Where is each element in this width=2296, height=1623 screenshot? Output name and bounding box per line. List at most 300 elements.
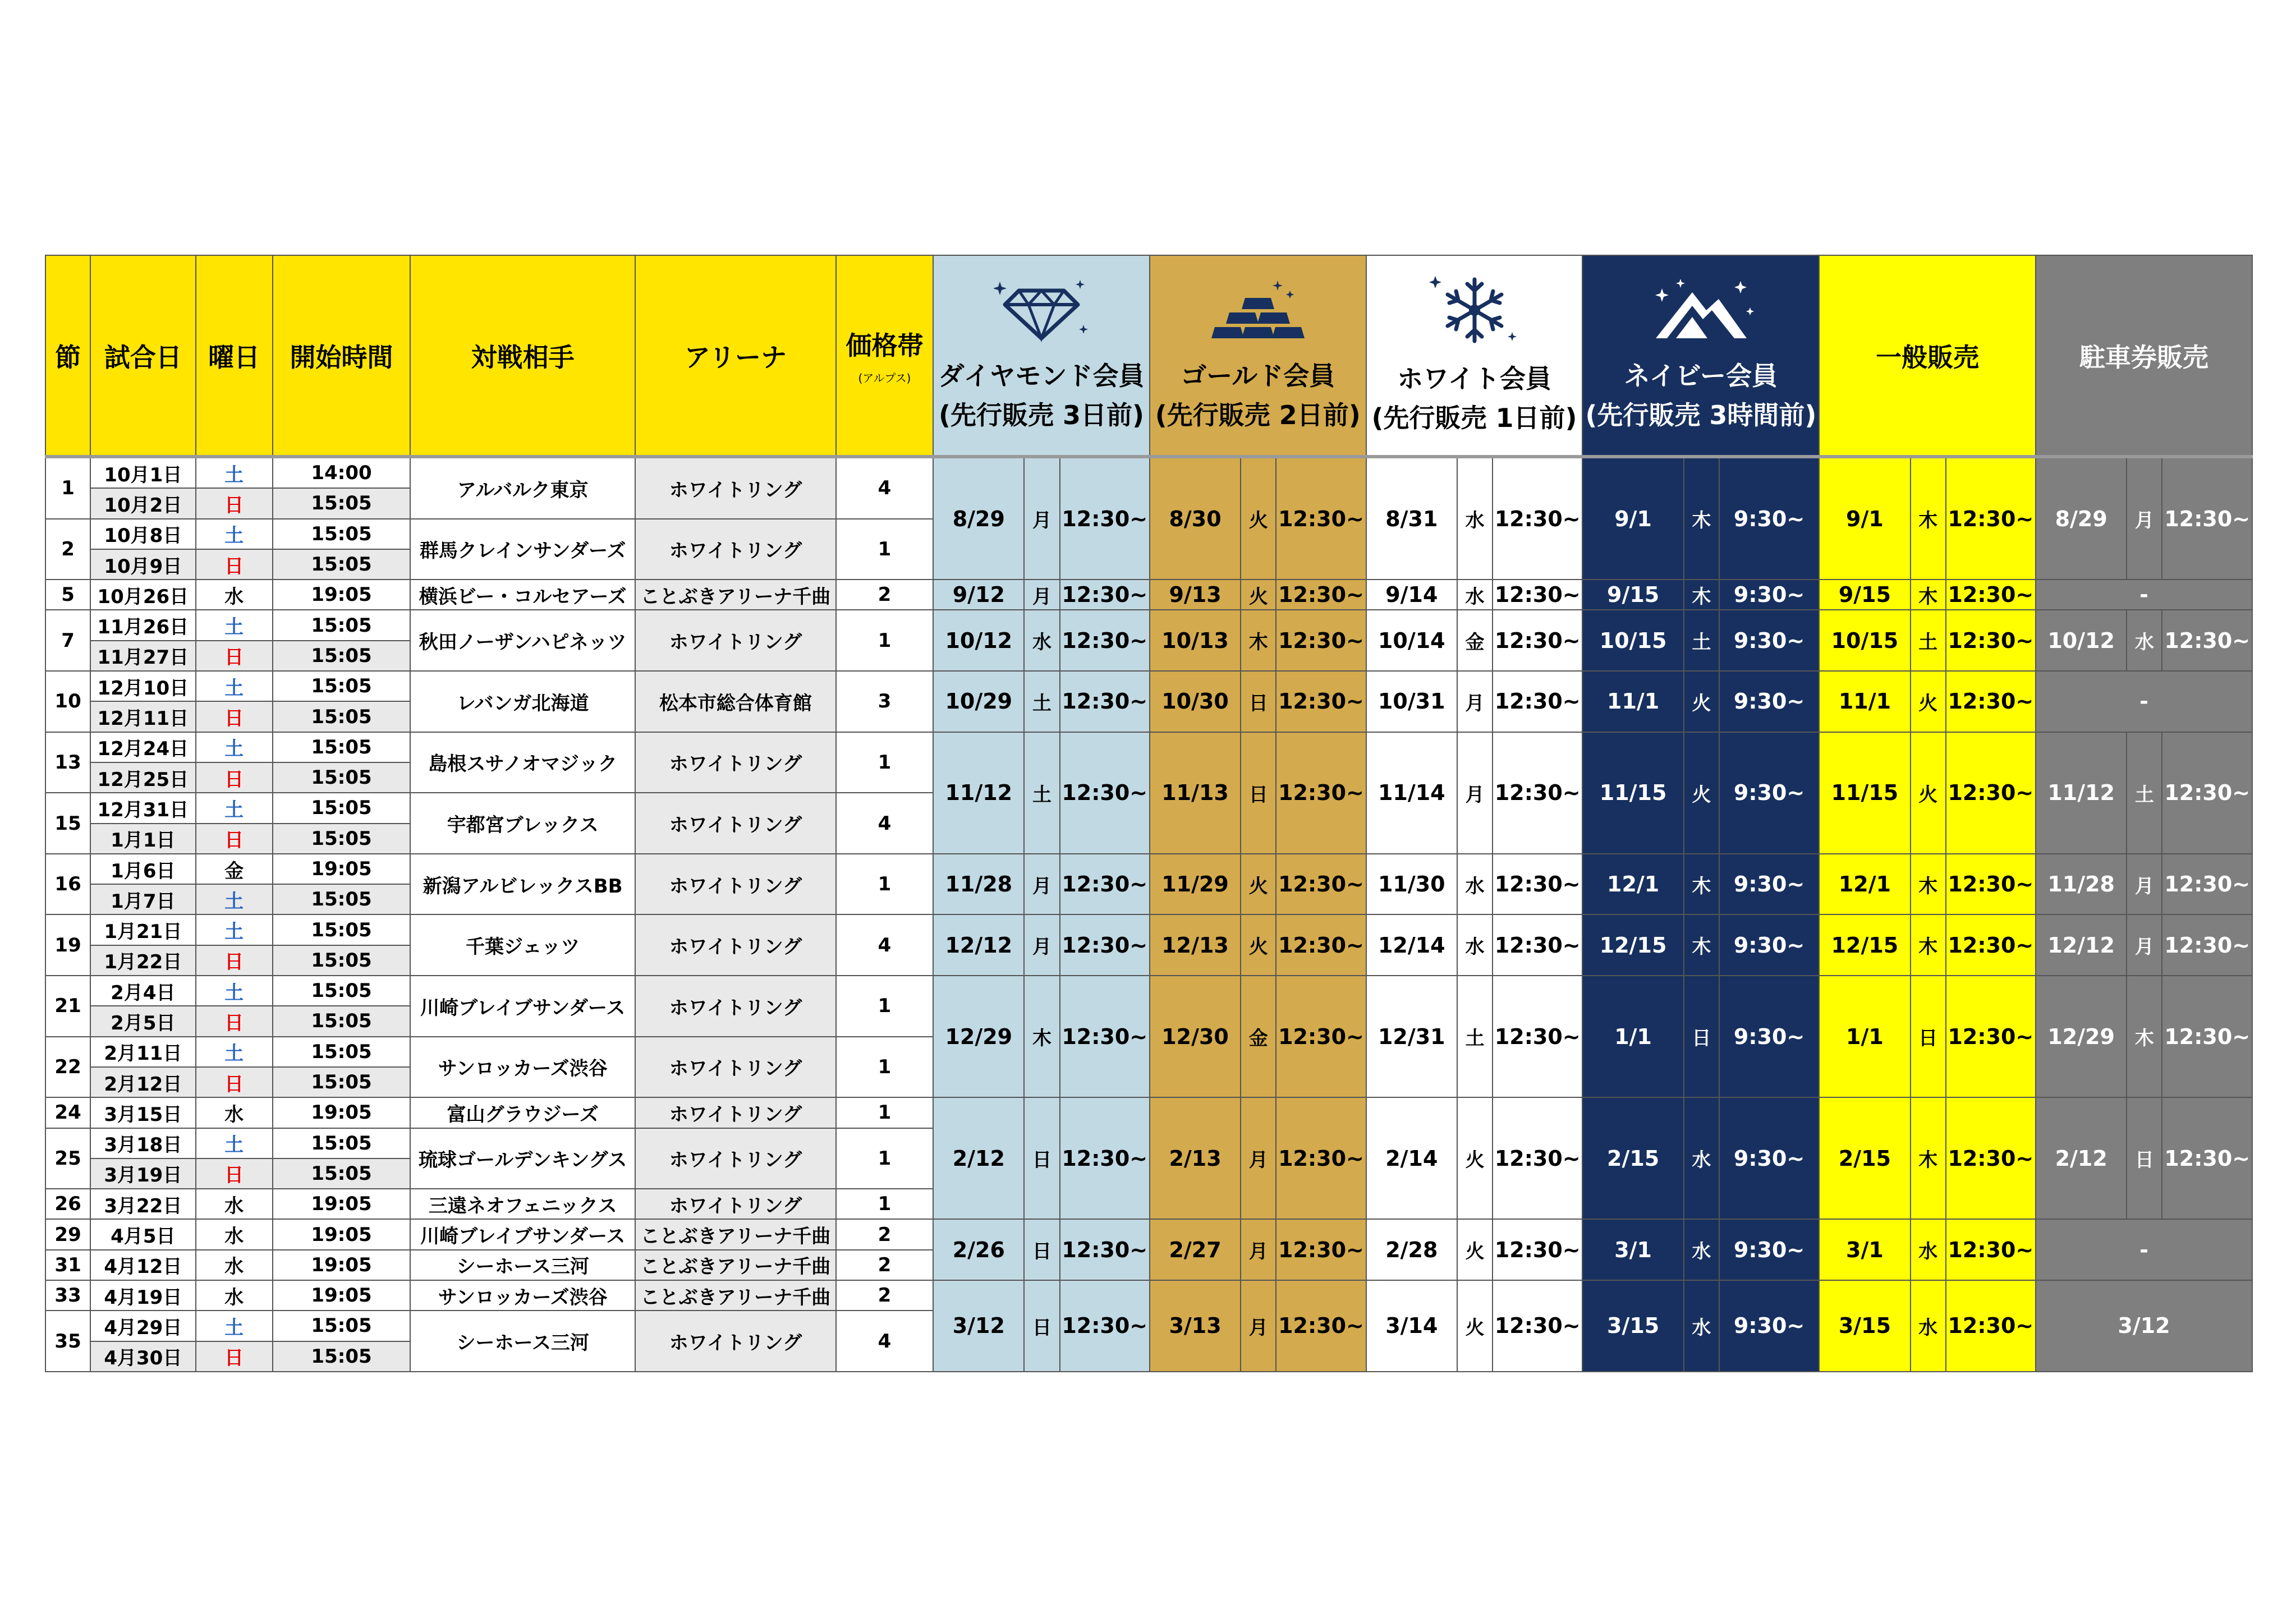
game-start-time: 14:00 <box>273 457 410 488</box>
game-start-time: 15:05 <box>273 701 410 732</box>
diamond-sale-weekday: 水 <box>1024 610 1059 671</box>
white-sale-weekday: 土 <box>1457 976 1493 1097</box>
game-opponent: 秋田ノーザンハピネッツ <box>410 610 635 671</box>
white-sale-weekday: 火 <box>1457 1280 1493 1372</box>
game-start-time: 15:05 <box>273 488 410 518</box>
navy-sale-time: 9:30~ <box>1719 1280 1819 1372</box>
white-sale-time: 12:30~ <box>1493 914 1582 976</box>
game-start-time: 15:05 <box>273 641 410 671</box>
navy-sale-weekday: 日 <box>1684 976 1719 1097</box>
game-date: 12月10日 <box>90 671 195 701</box>
navy-sale-time: 9:30~ <box>1719 580 1819 610</box>
diamond-icon <box>994 277 1089 344</box>
general-sale-date: 9/1 <box>1819 457 1910 580</box>
navy-sale-weekday: 木 <box>1684 854 1719 915</box>
general-sale-time: 12:30~ <box>1946 732 2036 854</box>
navy-sale-date: 3/15 <box>1582 1280 1683 1372</box>
diamond-sale-date: 8/29 <box>933 457 1024 580</box>
game-price-tier: 1 <box>836 976 933 1037</box>
general-sale-date: 11/1 <box>1819 671 1910 732</box>
table-row <box>45 854 2252 884</box>
navy-sale-time: 9:30~ <box>1719 976 1819 1097</box>
game-date: 4月30日 <box>90 1341 195 1372</box>
game-date: 2月12日 <box>90 1067 195 1097</box>
header-date <box>90 255 195 457</box>
white-sale-weekday: 火 <box>1457 1219 1493 1280</box>
game-day-of-week: 土 <box>196 1311 273 1341</box>
schedule-table <box>45 255 2253 1372</box>
white-sale-weekday: 月 <box>1457 671 1493 732</box>
navy-member-note: (先行販売 3時間前) <box>1585 399 1817 430</box>
game-start-time: 15:05 <box>273 824 410 854</box>
game-day-of-week: 土 <box>196 671 273 701</box>
diamond-sale-weekday: 月 <box>1024 914 1059 976</box>
navy-sale-weekday: 木 <box>1684 914 1719 976</box>
header-date-label: 試合日 <box>104 342 182 373</box>
general-sale-time: 12:30~ <box>1946 976 2036 1097</box>
game-start-time: 19:05 <box>273 580 410 610</box>
gold-sale-date: 10/30 <box>1150 671 1241 732</box>
diamond-sale-date: 12/12 <box>933 914 1024 976</box>
parking-sale-date: 12/12 <box>2036 914 2127 976</box>
game-day-of-week: 日 <box>196 1341 273 1372</box>
game-day-of-week: 土 <box>196 519 273 549</box>
white-sale-time: 12:30~ <box>1493 671 1582 732</box>
game-start-time: 15:05 <box>273 732 410 762</box>
game-arena: ホワイトリング <box>635 610 836 671</box>
game-start-time: 15:05 <box>273 1067 410 1097</box>
game-opponent: アルバルク東京 <box>410 457 635 519</box>
diamond-sale-weekday: 日 <box>1024 1097 1059 1219</box>
game-start-time: 15:05 <box>273 884 410 914</box>
diamond-sale-time: 12:30~ <box>1060 1097 1150 1219</box>
general-sale-date: 9/15 <box>1819 580 1910 610</box>
parking-sale-note: - <box>2036 580 2252 610</box>
table-row <box>45 1219 2252 1249</box>
game-sec: 15 <box>45 793 90 854</box>
game-price-tier: 2 <box>836 1219 933 1249</box>
game-date: 11月26日 <box>90 610 195 640</box>
diamond-sale-time: 12:30~ <box>1060 671 1150 732</box>
gold-sale-date: 12/13 <box>1150 914 1241 976</box>
parking-sale-time: 12:30~ <box>2162 610 2252 671</box>
game-day-of-week: 土 <box>196 976 273 1006</box>
game-arena: 松本市総合体育館 <box>635 671 836 732</box>
game-price-tier: 1 <box>836 1128 933 1189</box>
game-day-of-week: 日 <box>196 1158 273 1189</box>
general-sale-date: 3/1 <box>1819 1219 1910 1280</box>
game-arena: ホワイトリング <box>635 519 836 580</box>
header-price <box>836 255 933 457</box>
gold-sale-date: 2/27 <box>1150 1219 1241 1280</box>
game-day-of-week: 水 <box>196 1219 273 1249</box>
game-date: 3月15日 <box>90 1097 195 1128</box>
white-sale-weekday: 金 <box>1457 610 1493 671</box>
diamond-sale-time: 12:30~ <box>1060 854 1150 915</box>
diamond-sale-time: 12:30~ <box>1060 580 1150 610</box>
general-sale-weekday: 日 <box>1911 976 1946 1097</box>
gold-sale-weekday: 火 <box>1241 580 1276 610</box>
game-day-of-week: 土 <box>196 610 273 640</box>
parking-sale-note: 3/12 <box>2036 1280 2252 1372</box>
general-sale-weekday: 木 <box>1911 854 1946 915</box>
white-sale-time: 12:30~ <box>1493 976 1582 1097</box>
gold-sale-date: 11/29 <box>1150 854 1241 915</box>
white-sale-date: 8/31 <box>1366 457 1457 580</box>
game-arena: ことぶきアリーナ千曲 <box>635 1280 836 1311</box>
gold-sale-weekday: 月 <box>1241 1280 1276 1372</box>
diamond-sale-date: 3/12 <box>933 1280 1024 1372</box>
gold-bars-icon <box>1210 277 1306 344</box>
game-start-time: 15:05 <box>273 1006 410 1036</box>
navy-sale-time: 9:30~ <box>1719 732 1819 854</box>
game-date: 3月18日 <box>90 1128 195 1158</box>
white-sale-date: 2/28 <box>1366 1219 1457 1280</box>
game-start-time: 15:05 <box>273 671 410 701</box>
general-sale-date: 12/15 <box>1819 914 1910 976</box>
header-arena <box>635 255 836 457</box>
general-sale-time: 12:30~ <box>1946 580 2036 610</box>
parking-sale-time: 12:30~ <box>2162 457 2252 580</box>
diamond-sale-date: 2/12 <box>933 1097 1024 1219</box>
gold-sale-time: 12:30~ <box>1276 854 1366 915</box>
navy-sale-time: 9:30~ <box>1719 914 1819 976</box>
general-sale-weekday: 火 <box>1911 671 1946 732</box>
schedule-body <box>45 457 2252 1372</box>
gold-sale-date: 3/13 <box>1150 1280 1241 1372</box>
general-sale-weekday: 土 <box>1911 610 1946 671</box>
navy-sale-date: 9/1 <box>1582 457 1683 580</box>
white-sale-time: 12:30~ <box>1493 580 1582 610</box>
table-row <box>45 610 2252 640</box>
gold-sale-weekday: 月 <box>1241 1097 1276 1219</box>
game-price-tier: 1 <box>836 854 933 915</box>
game-opponent: 島根スサノオマジック <box>410 732 635 793</box>
general-sale-weekday: 木 <box>1911 914 1946 976</box>
game-opponent: サンロッカーズ渋谷 <box>410 1037 635 1098</box>
game-start-time: 15:05 <box>273 914 410 945</box>
gold-sale-weekday: 火 <box>1241 854 1276 915</box>
game-arena: ホワイトリング <box>635 1311 836 1372</box>
parking-sale-weekday: 月 <box>2127 914 2162 976</box>
white-sale-time: 12:30~ <box>1493 854 1582 915</box>
game-start-time: 15:05 <box>273 610 410 640</box>
game-date: 12月11日 <box>90 701 195 732</box>
navy-sale-weekday: 水 <box>1684 1097 1719 1219</box>
navy-sale-weekday: 木 <box>1684 457 1719 580</box>
white-sale-time: 12:30~ <box>1493 457 1582 580</box>
game-arena: ことぶきアリーナ千曲 <box>635 1219 836 1249</box>
diamond-sale-time: 12:30~ <box>1060 1219 1150 1280</box>
game-date: 4月19日 <box>90 1280 195 1311</box>
gold-sale-time: 12:30~ <box>1276 1219 1366 1280</box>
game-start-time: 15:05 <box>273 945 410 976</box>
diamond-sale-weekday: 土 <box>1024 732 1059 854</box>
general-sale-date: 1/1 <box>1819 976 1910 1097</box>
parking-sale-time: 12:30~ <box>2162 732 2252 854</box>
table-row <box>45 914 2252 945</box>
parking-sale-weekday: 水 <box>2127 610 2162 671</box>
header-row <box>45 255 2252 457</box>
general-sale-weekday: 水 <box>1911 1280 1946 1372</box>
game-date: 10月26日 <box>90 580 195 610</box>
game-opponent: シーホース三河 <box>410 1250 635 1280</box>
game-day-of-week: 水 <box>196 1097 273 1128</box>
game-day-of-week: 日 <box>196 641 273 671</box>
game-price-tier: 4 <box>836 914 933 976</box>
game-opponent: シーホース三河 <box>410 1311 635 1372</box>
game-opponent: 群馬クレインサンダーズ <box>410 519 635 580</box>
gold-sale-date: 12/30 <box>1150 976 1241 1097</box>
gold-sale-time: 12:30~ <box>1276 1097 1366 1219</box>
game-sec: 35 <box>45 1311 90 1372</box>
game-date: 1月6日 <box>90 854 195 884</box>
navy-sale-date: 12/1 <box>1582 854 1683 915</box>
game-day-of-week: 日 <box>196 549 273 580</box>
game-day-of-week: 日 <box>196 1006 273 1036</box>
white-sale-date: 10/31 <box>1366 671 1457 732</box>
game-date: 3月22日 <box>90 1189 195 1219</box>
header-opponent-label: 対戦相手 <box>471 342 575 373</box>
general-sale-weekday: 火 <box>1911 732 1946 854</box>
header-start <box>273 255 410 457</box>
game-day-of-week: 土 <box>196 1037 273 1067</box>
parking-sale-date: 12/29 <box>2036 976 2127 1097</box>
diamond-sale-date: 12/29 <box>933 976 1024 1097</box>
header-white <box>1366 255 1583 457</box>
header-navy <box>1582 255 1819 457</box>
game-arena: ホワイトリング <box>635 1097 836 1128</box>
game-day-of-week: 土 <box>196 457 273 488</box>
game-date: 4月5日 <box>90 1219 195 1249</box>
game-date: 12月24日 <box>90 732 195 762</box>
game-start-time: 19:05 <box>273 1219 410 1249</box>
game-date: 4月29日 <box>90 1311 195 1341</box>
white-sale-weekday: 火 <box>1457 1097 1493 1219</box>
white-sale-weekday: 水 <box>1457 854 1493 915</box>
game-sec: 22 <box>45 1037 90 1098</box>
game-start-time: 19:05 <box>273 1189 410 1219</box>
gold-sale-weekday: 金 <box>1241 976 1276 1097</box>
white-sale-time: 12:30~ <box>1493 732 1582 854</box>
game-opponent: 琉球ゴールデンキングス <box>410 1128 635 1189</box>
game-date: 1月21日 <box>90 914 195 945</box>
header-start-label: 開始時間 <box>290 342 393 373</box>
game-opponent: レバンガ北海道 <box>410 671 635 732</box>
parking-sale-date: 10/12 <box>2036 610 2127 671</box>
game-start-time: 15:05 <box>273 519 410 549</box>
navy-sale-weekday: 土 <box>1684 610 1719 671</box>
navy-sale-weekday: 水 <box>1684 1219 1719 1280</box>
general-sale-time: 12:30~ <box>1946 1280 2036 1372</box>
game-opponent: 富山グラウジーズ <box>410 1097 635 1128</box>
game-date: 12月31日 <box>90 793 195 823</box>
general-sale-time: 12:30~ <box>1946 914 2036 976</box>
gold-sale-date: 8/30 <box>1150 457 1241 580</box>
general-sale-date: 2/15 <box>1819 1097 1910 1219</box>
navy-sale-time: 9:30~ <box>1719 854 1819 915</box>
gold-sale-time: 12:30~ <box>1276 610 1366 671</box>
game-opponent: 川崎ブレイブサンダース <box>410 1219 635 1249</box>
parking-sale-note: - <box>2036 1219 2252 1280</box>
white-sale-time: 12:30~ <box>1493 1219 1582 1280</box>
game-sec: 31 <box>45 1250 90 1280</box>
navy-sale-time: 9:30~ <box>1719 1219 1819 1280</box>
gold-sale-date: 11/13 <box>1150 732 1241 854</box>
game-arena: ホワイトリング <box>635 1128 836 1189</box>
header-gold <box>1150 255 1366 457</box>
game-date: 1月7日 <box>90 884 195 914</box>
general-sale-weekday: 木 <box>1911 1097 1946 1219</box>
header-diamond <box>933 255 1150 457</box>
gold-sale-weekday: 日 <box>1241 671 1276 732</box>
game-opponent: 川崎ブレイブサンダース <box>410 976 635 1037</box>
navy-member-label: ネイビー会員 <box>1624 360 1778 391</box>
header-opponent <box>410 255 635 457</box>
general-sale-weekday: 木 <box>1911 580 1946 610</box>
parking-sale-time: 12:30~ <box>2162 854 2252 915</box>
white-sale-time: 12:30~ <box>1493 1280 1582 1372</box>
game-opponent: 宇都宮ブレックス <box>410 793 635 854</box>
game-start-time: 15:05 <box>273 762 410 793</box>
game-date: 1月22日 <box>90 945 195 976</box>
game-sec: 21 <box>45 976 90 1037</box>
game-price-tier: 1 <box>836 732 933 793</box>
game-day-of-week: 日 <box>196 488 273 518</box>
game-sec: 2 <box>45 519 90 580</box>
white-sale-weekday: 水 <box>1457 914 1493 976</box>
navy-sale-time: 9:30~ <box>1719 457 1819 580</box>
gold-sale-weekday: 月 <box>1241 1219 1276 1280</box>
diamond-sale-date: 10/29 <box>933 671 1024 732</box>
game-start-time: 15:05 <box>273 793 410 823</box>
game-date: 2月11日 <box>90 1037 195 1067</box>
diamond-sale-time: 12:30~ <box>1060 732 1150 854</box>
game-date: 10月9日 <box>90 549 195 580</box>
header-sec <box>45 255 90 457</box>
game-sec: 5 <box>45 580 90 610</box>
general-sale-date: 10/15 <box>1819 610 1910 671</box>
gold-sale-time: 12:30~ <box>1276 976 1366 1097</box>
diamond-sale-time: 12:30~ <box>1060 1280 1150 1372</box>
game-day-of-week: 金 <box>196 854 273 884</box>
game-opponent: 横浜ビー・コルセアーズ <box>410 580 635 610</box>
white-sale-date: 3/14 <box>1366 1280 1457 1372</box>
table-row <box>45 1280 2252 1311</box>
parking-sale-time: 12:30~ <box>2162 1097 2252 1219</box>
gold-sale-weekday: 火 <box>1241 457 1276 580</box>
game-date: 3月19日 <box>90 1158 195 1189</box>
game-start-time: 19:05 <box>273 854 410 884</box>
game-day-of-week: 日 <box>196 1067 273 1097</box>
game-arena: ホワイトリング <box>635 1037 836 1098</box>
game-opponent: 新潟アルビレックスBB <box>410 854 635 915</box>
header-general <box>1819 255 2036 457</box>
game-sec: 33 <box>45 1280 90 1311</box>
general-sale-time: 12:30~ <box>1946 610 2036 671</box>
game-arena: ことぶきアリーナ千曲 <box>635 580 836 610</box>
snowflake-icon <box>1427 274 1522 347</box>
game-date: 10月1日 <box>90 457 195 488</box>
general-sale-time: 12:30~ <box>1946 1097 2036 1219</box>
game-date: 11月27日 <box>90 641 195 671</box>
mountain-icon <box>1645 277 1757 344</box>
game-start-time: 19:05 <box>273 1280 410 1311</box>
gold-sale-date: 9/13 <box>1150 580 1241 610</box>
parking-sale-date: 8/29 <box>2036 457 2127 580</box>
white-member-note: (先行販売 1日前) <box>1371 402 1577 433</box>
parking-sale-date: 11/28 <box>2036 854 2127 915</box>
game-sec: 19 <box>45 914 90 976</box>
diamond-sale-date: 11/12 <box>933 732 1024 854</box>
general-sale-weekday: 木 <box>1911 457 1946 580</box>
diamond-sale-time: 12:30~ <box>1060 976 1150 1097</box>
game-day-of-week: 日 <box>196 945 273 976</box>
game-date: 2月5日 <box>90 1006 195 1036</box>
game-arena: ホワイトリング <box>635 793 836 854</box>
game-arena: ホワイトリング <box>635 457 836 519</box>
game-date: 12月25日 <box>90 762 195 793</box>
parking-sale-weekday: 月 <box>2127 457 2162 580</box>
general-sale-date: 11/15 <box>1819 732 1910 854</box>
white-sale-date: 11/14 <box>1366 732 1457 854</box>
diamond-sale-weekday: 月 <box>1024 580 1059 610</box>
game-day-of-week: 水 <box>196 1250 273 1280</box>
game-sec: 7 <box>45 610 90 671</box>
header-parking <box>2036 255 2252 457</box>
game-date: 10月2日 <box>90 488 195 518</box>
general-sale-time: 12:30~ <box>1946 1219 2036 1280</box>
parking-sale-label: 駐車券販売 <box>2079 342 2209 373</box>
game-day-of-week: 土 <box>196 914 273 945</box>
game-day-of-week: 水 <box>196 1280 273 1311</box>
white-sale-date: 9/14 <box>1366 580 1457 610</box>
general-sale-time: 12:30~ <box>1946 671 2036 732</box>
gold-member-label: ゴールド会員 <box>1181 360 1335 391</box>
diamond-sale-weekday: 土 <box>1024 671 1059 732</box>
game-price-tier: 2 <box>836 580 933 610</box>
diamond-sale-weekday: 月 <box>1024 457 1059 580</box>
diamond-member-note: (先行販売 3日前) <box>938 399 1145 430</box>
diamond-member-label: ダイヤモンド会員 <box>938 360 1145 391</box>
general-sale-time: 12:30~ <box>1946 854 2036 915</box>
table-row <box>45 457 2252 488</box>
game-day-of-week: 土 <box>196 732 273 762</box>
game-day-of-week: 日 <box>196 701 273 732</box>
general-sale-date: 12/1 <box>1819 854 1910 915</box>
gold-sale-weekday: 木 <box>1241 610 1276 671</box>
white-sale-date: 11/30 <box>1366 854 1457 915</box>
game-price-tier: 4 <box>836 1311 933 1372</box>
gold-sale-date: 10/13 <box>1150 610 1241 671</box>
gold-sale-date: 2/13 <box>1150 1097 1241 1219</box>
white-sale-date: 2/14 <box>1366 1097 1457 1219</box>
parking-sale-weekday: 日 <box>2127 1097 2162 1219</box>
game-sec: 1 <box>45 457 90 519</box>
gold-sale-weekday: 日 <box>1241 732 1276 854</box>
game-arena: ホワイトリング <box>635 854 836 915</box>
diamond-sale-weekday: 日 <box>1024 1219 1059 1280</box>
header-arena-label: アリーナ <box>684 342 787 373</box>
navy-sale-time: 9:30~ <box>1719 1097 1819 1219</box>
header-dow-label: 曜日 <box>208 342 260 373</box>
navy-sale-date: 3/1 <box>1582 1219 1683 1280</box>
white-sale-time: 12:30~ <box>1493 610 1582 671</box>
general-sale-date: 3/15 <box>1819 1280 1910 1372</box>
navy-sale-date: 1/1 <box>1582 976 1683 1097</box>
game-day-of-week: 日 <box>196 762 273 793</box>
game-price-tier: 1 <box>836 1189 933 1219</box>
